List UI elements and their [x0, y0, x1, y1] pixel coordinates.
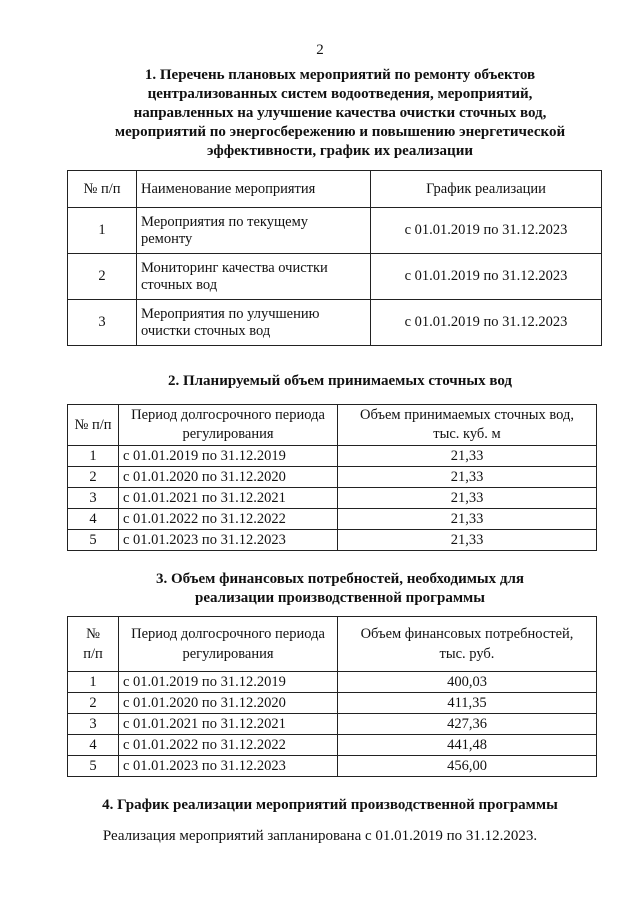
- header-volume-line: тыс. куб. м: [433, 426, 501, 442]
- section3-title-line: реализации производственной программы: [195, 590, 485, 606]
- header-amount-line: Объем финансовых потребностей,: [360, 626, 574, 642]
- row-name: [137, 254, 371, 300]
- section3-title-line: 3. Объем финансовых потребностей, необходимых для: [155, 571, 525, 587]
- row-value: 400,03: [338, 672, 597, 693]
- row-num: 2: [68, 693, 119, 714]
- header-volume-line: Объем принимаемых сточных вод,: [360, 407, 574, 423]
- row-num: 3: [68, 300, 137, 346]
- header-period-line: регулирования: [182, 426, 274, 442]
- row-value: 441,48: [338, 735, 597, 756]
- table-row: [68, 467, 597, 488]
- row-period: с 01.01.2019 по 31.12.2019: [119, 446, 338, 467]
- header-period: [119, 617, 338, 672]
- header-volume: [338, 405, 597, 446]
- section2-title: 2. Планируемый объем принимаемых сточных вод: [167, 373, 513, 389]
- row-num: 2: [68, 467, 119, 488]
- table-row: [68, 254, 602, 300]
- row-period: с 01.01.2022 по 31.12.2022: [119, 509, 338, 530]
- row-num: 1: [68, 672, 119, 693]
- row-name-line: очистки сточных вод: [141, 322, 271, 339]
- section1-title: [70, 66, 610, 161]
- row-value: 21,33: [338, 446, 597, 467]
- table-row: [68, 446, 597, 467]
- table-row: [68, 756, 597, 777]
- row-value: 21,33: [338, 530, 597, 551]
- row-value: 456,00: [338, 756, 597, 777]
- table-header-row: [68, 405, 597, 446]
- table-header-row: [68, 617, 597, 672]
- table-row: [68, 509, 597, 530]
- row-value: 21,33: [338, 488, 597, 509]
- row-num: 5: [68, 756, 119, 777]
- section1-title-line: мероприятий по энергосбережению и повышению энергетической: [114, 124, 566, 140]
- table-row: [68, 208, 602, 254]
- financial-needs-table: [67, 616, 597, 777]
- row-num: 2: [68, 254, 137, 300]
- header-num-line: п/п: [83, 646, 103, 662]
- table-row: [68, 300, 602, 346]
- table-row: [68, 530, 597, 551]
- row-num: 1: [68, 208, 137, 254]
- section4-title: 4. График реализации мероприятий производственной программы: [102, 797, 558, 813]
- table-header-row: [68, 171, 602, 208]
- table-row: [68, 735, 597, 756]
- header-name: Наименование мероприятия: [137, 171, 371, 208]
- table-row: [68, 693, 597, 714]
- row-name-line: Мероприятия по текущему: [141, 213, 308, 230]
- row-name: [137, 208, 371, 254]
- header-num: [68, 617, 119, 672]
- header-schedule: График реализации: [371, 171, 602, 208]
- row-value: 411,35: [338, 693, 597, 714]
- row-num: 5: [68, 530, 119, 551]
- table-row: [68, 714, 597, 735]
- row-period: с 01.01.2020 по 31.12.2020: [119, 693, 338, 714]
- row-period: с 01.01.2022 по 31.12.2022: [119, 735, 338, 756]
- row-schedule: с 01.01.2019 по 31.12.2023: [371, 254, 602, 300]
- section1-title-line: 1. Перечень плановых мероприятий по ремонту объектов: [144, 67, 536, 83]
- row-value: 427,36: [338, 714, 597, 735]
- section1-title-line: направленных на улучшение качества очистки сточных вод,: [133, 105, 547, 121]
- row-name: [137, 300, 371, 346]
- row-num: 3: [68, 714, 119, 735]
- page-number: 2: [316, 42, 324, 58]
- section1-title-line: эффективности, график их реализации: [207, 143, 473, 159]
- row-name-line: Мониторинг качества очистки: [141, 259, 328, 276]
- row-period: с 01.01.2023 по 31.12.2023: [119, 756, 338, 777]
- section1-title-line: централизованных систем водоотведения, мероприятий,: [147, 86, 533, 102]
- row-value: 21,33: [338, 509, 597, 530]
- row-num: 4: [68, 735, 119, 756]
- row-schedule: с 01.01.2019 по 31.12.2023: [371, 208, 602, 254]
- row-period: с 01.01.2021 по 31.12.2021: [119, 488, 338, 509]
- section4-text: Реализация мероприятий запланирована с 01.01.2019 по 31.12.2023.: [102, 828, 538, 844]
- header-period-line: Период долгосрочного периода: [131, 626, 325, 642]
- header-period-line: Период долгосрочного периода: [131, 407, 325, 423]
- table-row: [68, 672, 597, 693]
- row-name-line: ремонту: [141, 230, 193, 247]
- row-period: с 01.01.2021 по 31.12.2021: [119, 714, 338, 735]
- row-value: 21,33: [338, 467, 597, 488]
- header-num: № п/п: [68, 171, 137, 208]
- wastewater-volume-table: [67, 404, 597, 551]
- header-amount: [338, 617, 597, 672]
- header-period-line: регулирования: [182, 646, 274, 662]
- table-row: [68, 488, 597, 509]
- header-num-line: №: [86, 626, 100, 642]
- header-num: № п/п: [68, 405, 119, 446]
- events-table: [67, 170, 602, 346]
- row-period: с 01.01.2019 по 31.12.2019: [119, 672, 338, 693]
- row-name-line: Мероприятия по улучшению: [141, 305, 320, 322]
- row-schedule: с 01.01.2019 по 31.12.2023: [371, 300, 602, 346]
- header-amount-line: тыс. руб.: [439, 646, 495, 662]
- row-period: с 01.01.2020 по 31.12.2020: [119, 467, 338, 488]
- section3-title: [70, 570, 610, 608]
- header-period: [119, 405, 338, 446]
- row-num: 1: [68, 446, 119, 467]
- row-name-line: сточных вод: [141, 276, 218, 293]
- row-period: с 01.01.2023 по 31.12.2023: [119, 530, 338, 551]
- row-num: 4: [68, 509, 119, 530]
- row-num: 3: [68, 488, 119, 509]
